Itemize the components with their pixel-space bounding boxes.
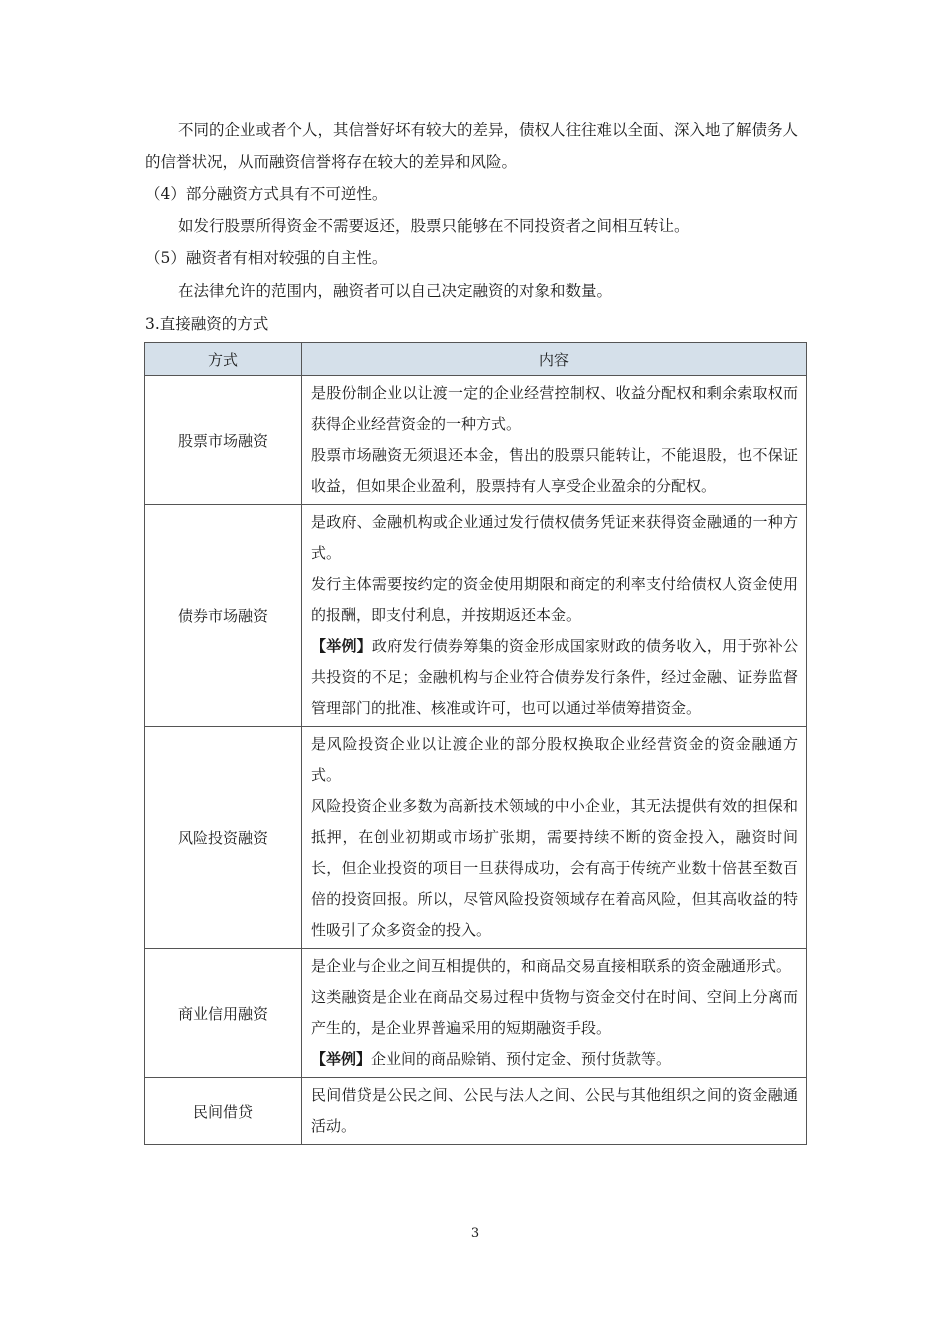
content-text: 民间借贷是公民之间、公民与法人之间、公民与其他组织之间的资金融通活动。 xyxy=(311,1086,798,1135)
content-text: 股票市场融资无须退还本金，售出的股票只能转让，不能退股，也不保证收益，但如果企业盈利，股票持有人享受企业盈余的分配权。 xyxy=(311,446,798,495)
content-paragraph xyxy=(311,378,798,440)
content-text: 发行主体需要按约定的资金使用期限和商定的利率支付给债权人资金使用的报酬，即支付利息，并按期返还本金。 xyxy=(311,575,798,624)
paragraph-credit-risk: 不同的企业或者个人，其信誉好坏有较大的差异，债权人往往难以全面、深入地了解债务人的信誉状况，从而融资信誉将存在较大的差异和风险。 xyxy=(145,121,799,171)
content-text: 是政府、金融机构或企业通过发行债权债务凭证来获得资金融通的一种方式。 xyxy=(311,513,798,562)
row-content xyxy=(302,949,807,1078)
content-paragraph xyxy=(311,729,798,791)
content-text: 是风险投资企业以让渡企业的部分股权换取企业经营资金的资金融通方式。 xyxy=(311,735,798,784)
financing-methods-table xyxy=(144,342,807,1145)
content-paragraph xyxy=(311,631,798,724)
row-content xyxy=(302,376,807,505)
paragraph-autonomy: 在法律允许的范围内，融资者可以自己决定融资的对象和数量。 xyxy=(178,282,613,300)
content-text: 是股份制企业以让渡一定的企业经营控制权、收益分配权和剩余索取权而获得企业经营资金的一种方式。 xyxy=(311,384,798,433)
content-paragraph xyxy=(311,951,798,982)
content-text: 政府发行债券筹集的资金形成国家财政的债务收入，用于弥补公共投资的不足；金融机构与企业符合债券发行条件，经过金融、证券监督管理部门的批准、核准或许可，也可以通过举债筹措资金。 xyxy=(311,637,798,717)
table-row xyxy=(145,949,807,1078)
heading-autonomy: （5）融资者有相对较强的自主性。 xyxy=(145,249,388,267)
content-text: 风险投资企业多数为高新技术领域的中小企业，其无法提供有效的担保和抵押，在创业初期或市场扩张期，需要持续不断的资金投入，融资时间长，但企业投资的项目一旦获得成功，会有高于传统产业数十倍甚至数百倍的投资回报。所以，尽管风险投资领域存在着高风险，但其高收益的特性吸引了众多资金的投入。 xyxy=(311,797,798,939)
row-content xyxy=(302,727,807,949)
content-paragraph xyxy=(311,1044,798,1075)
table-row xyxy=(145,1078,807,1145)
example-tag: 【举例】 xyxy=(311,1050,372,1068)
row-method: 债券市场融资 xyxy=(145,505,302,727)
table-header-row xyxy=(145,343,807,376)
row-content xyxy=(302,1078,807,1145)
content-paragraph xyxy=(311,440,798,502)
row-method: 商业信用融资 xyxy=(145,949,302,1078)
table-row xyxy=(145,727,807,949)
content-paragraph xyxy=(311,569,798,631)
content-text: 这类融资是企业在商品交易过程中货物与资金交付在时间、空间上分离而产生的，是企业界普遍采用的短期融资手段。 xyxy=(311,988,798,1037)
content-paragraph xyxy=(311,507,798,569)
content-paragraph xyxy=(311,1080,798,1142)
row-method: 民间借贷 xyxy=(145,1078,302,1145)
paragraph-stock-example: 如发行股票所得资金不需要返还，股票只能够在不同投资者之间相互转让。 xyxy=(178,217,690,235)
table-row xyxy=(145,505,807,727)
heading-irreversibility: （4）部分融资方式具有不可逆性。 xyxy=(145,185,388,203)
content-text: 企业间的商品赊销、预付定金、预付货款等。 xyxy=(371,1050,672,1068)
example-tag: 【举例】 xyxy=(311,637,372,655)
page-number: 3 xyxy=(470,1226,480,1241)
content-paragraph xyxy=(311,791,798,946)
header-method: 方式 xyxy=(145,343,302,376)
row-method: 股票市场融资 xyxy=(145,376,302,505)
section-heading-direct-financing: 3.直接融资的方式 xyxy=(145,315,269,333)
table-row xyxy=(145,376,807,505)
content-text: 是企业与企业之间互相提供的，和商品交易直接相联系的资金融通形式。 xyxy=(311,957,792,975)
row-content xyxy=(302,505,807,727)
content-paragraph xyxy=(311,982,798,1044)
row-method: 风险投资融资 xyxy=(145,727,302,949)
header-content: 内容 xyxy=(302,343,807,376)
